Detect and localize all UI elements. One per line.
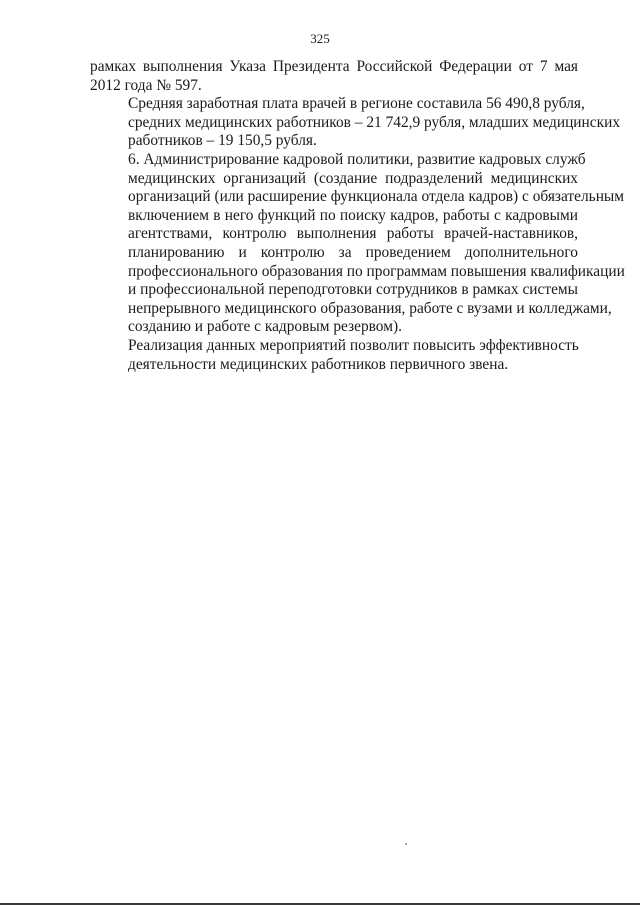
text-line: медицинских организаций (создание подразделений медицинских	[128, 169, 578, 187]
text-line: и профессиональной переподготовки сотрудников в рамках системы	[128, 281, 578, 299]
text-line: средних медицинских работников – 21 742,9 рубля, младших медицинских	[128, 113, 621, 131]
text-line: включением в него функций по поиску кадров, работы с кадровыми	[128, 206, 578, 224]
document-body	[90, 58, 625, 374]
text-line: организаций (или расширение функционала отдела кадров) с обязательным	[128, 188, 625, 206]
scan-speck	[405, 843, 407, 845]
text-line: 2012 года № 597.	[90, 76, 202, 94]
text-line: рамках выполнения Указа Президента Российской Федерации от 7 мая	[90, 58, 578, 75]
text-line: Реализация данных мероприятий позволит повысить эффективность	[128, 336, 579, 354]
text-line: Средняя заработная плата врачей в регионе составила 56 490,8 рубля,	[128, 95, 585, 113]
paragraph-continuation	[90, 58, 578, 95]
text-line: работников – 19 150,5 рубля.	[128, 132, 317, 150]
text-line: 6. Администрирование кадровой политики, развитие кадровых служб	[128, 150, 586, 168]
page-number: 325	[310, 31, 330, 46]
text-line: агентствами, контролю выполнения работы врачей-наставников,	[128, 225, 578, 243]
paragraph-salary	[90, 95, 621, 151]
text-line: созданию и работе с кадровым резервом).	[128, 318, 402, 336]
text-line: планированию и контролю за проведением дополнительного	[128, 243, 578, 261]
paragraph-hr-administration	[90, 150, 625, 337]
text-line: непрерывного медицинского образования, работе с вузами и колледжами,	[128, 299, 612, 317]
text-line: профессионального образования по программам повышения квалификации	[128, 262, 625, 280]
text-line: деятельности медицинских работников первичного звена.	[128, 355, 509, 373]
paragraph-conclusion	[90, 337, 578, 374]
